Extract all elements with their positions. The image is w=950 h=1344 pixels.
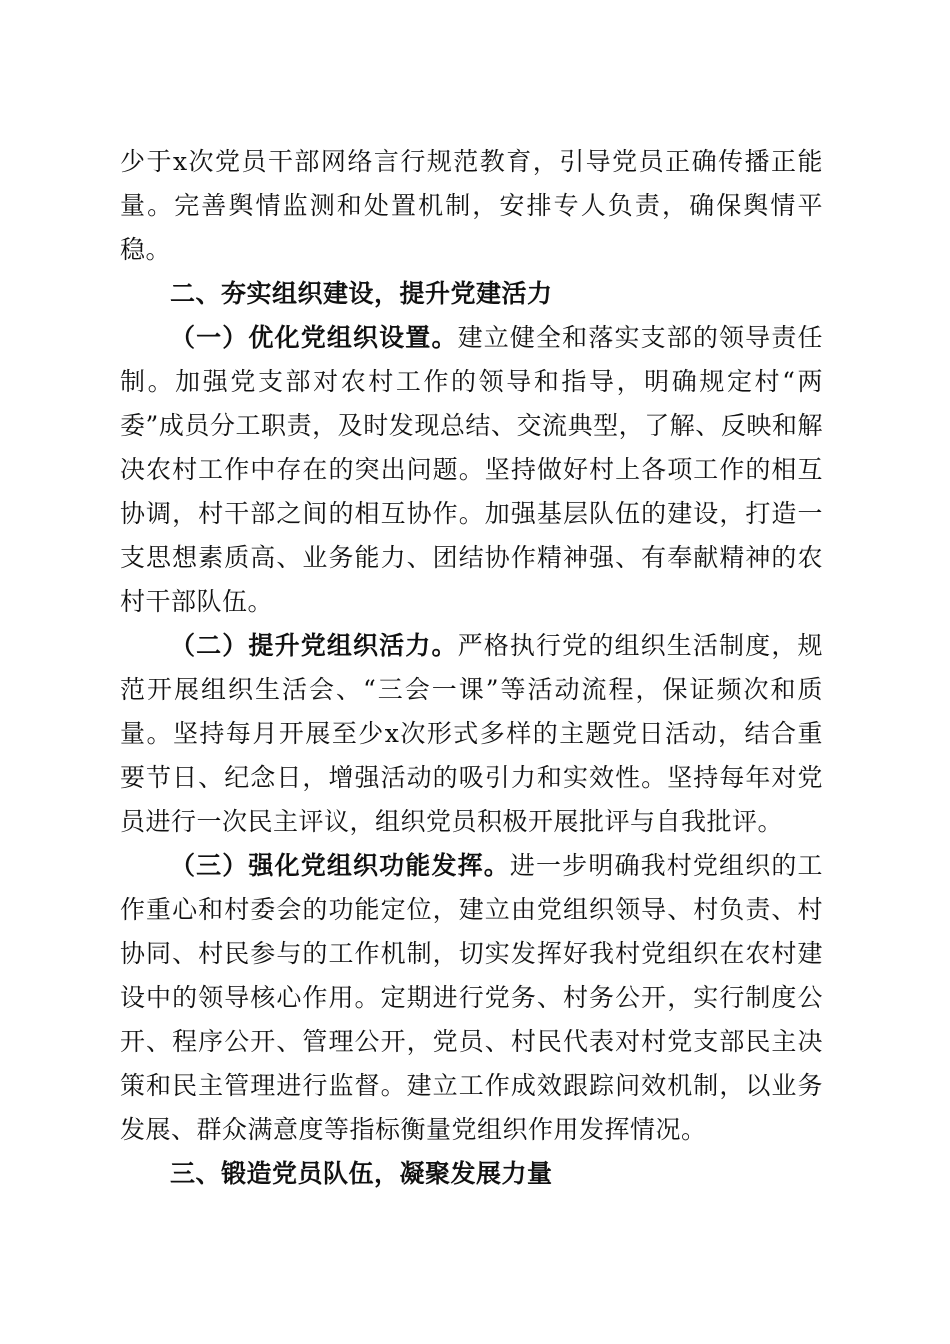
- paragraph-lead-3: （三）强化党组织功能发挥。: [170, 851, 510, 880]
- paragraph-text-1: 建立健全和落实支部的领导责任制。加强党支部对农村工作的领导和指导，明确规定村“两委”成员分工职责，及时发现总结、交流典型，了解、反映和解决农村工作中存在的突出问题。坚持做好村上各项工作的相互协调，村干部之间的相互协作。加强基层队伍的建设，打造一支思想素质高、业务能力、团结协作精神强、有奉献精神的农村干部队伍。: [120, 323, 823, 616]
- document-body: [120, 140, 823, 1196]
- paragraph-lead-2: （二）提升党组织活力。: [170, 631, 458, 660]
- paragraph-optimize-party-organization: [120, 316, 823, 624]
- paragraph-strengthen-party-function: [120, 844, 823, 1152]
- paragraph-text-2: 严格执行党的组织生活制度，规范开展组织生活会、“三会一课”等活动流程，保证频次和质量。坚持每月开展至少x次形式多样的主题党日活动，结合重要节日、纪念日，增强活动的吸引力和实效性。坚持每年对党员进行一次民主评议，组织党员积极开展批评与自我批评。: [120, 631, 823, 836]
- section-heading-3: 三、锻造党员队伍，凝聚发展力量: [170, 1159, 553, 1188]
- paragraph-lead-1: （一）优化党组织设置。: [170, 323, 458, 352]
- section-heading-2: 二、夯实组织建设，提升党建活力: [170, 279, 553, 308]
- paragraph-text-3: 进一步明确我村党组织的工作重心和村委会的功能定位，建立由党组织领导、村负责、村协同、村民参与的工作机制，切实发挥好我村党组织在农村建设中的领导核心作用。定期进行党务、村务公开，实行制度公开、程序公开、管理公开，党员、村民代表对村党支部民主决策和民主管理进行监督。建立工作成效跟踪问效机制，以业务发展、群众满意度等指标衡量党组织作用发挥情况。: [120, 851, 823, 1144]
- paragraph-continued: 少于x次党员干部网络言行规范教育，引导党员正确传播正能量。完善舆情监测和处置机制，安排专人负责，确保舆情平稳。: [120, 147, 823, 264]
- paragraph-enhance-party-vitality: [120, 624, 823, 844]
